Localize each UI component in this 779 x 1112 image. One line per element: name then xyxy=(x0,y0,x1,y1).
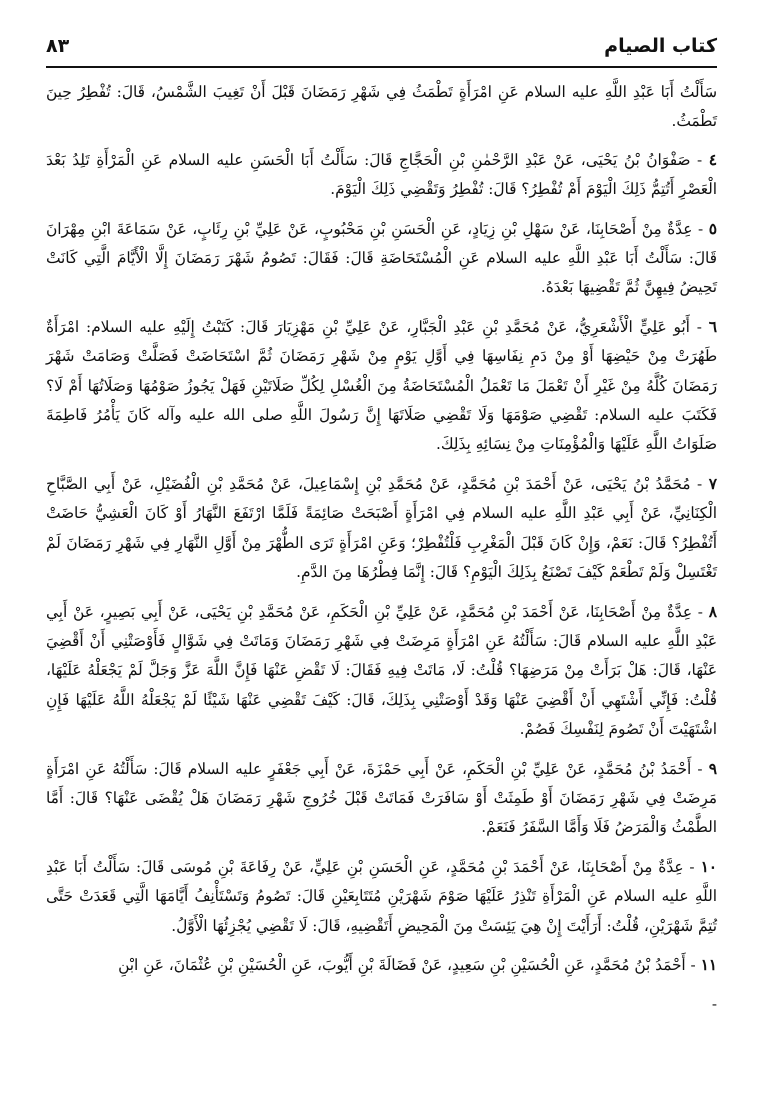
hadith-text-body xyxy=(46,78,717,1030)
hadith-paragraph: - xyxy=(711,995,717,1014)
hadith-number: ١١ xyxy=(700,955,717,974)
hadith-text: عِدَّةٌ مِنْ أَصْحَابِنَا، عَنْ أَحْمَدَ بْنِ مُحَمَّدٍ، عَنْ عَلِيِّ بْنِ الْحَكَمِ، عَنْ مُحَمَّدِ بْنِ يَحْيَى، عَنْ أَبِي بَصِيرٍ، عَنْ أَبِي عَبْدِ اللَّهِ عليه السلام قَالَ: سَأَلْتُهُ عَنِ امْرَأَةٍ مَرِضَتْ فِي شَهْرِ رَمَضَانَ وَمَاتَتْ فِي شَوَّالٍ فَأَوْصَتْنِي أَنْ أَقْضِيَ عَنْهَا، قَالَ: هَلْ بَرَأَتْ مِنْ مَرَضِهَا؟ قُلْتُ: لَا، مَاتَتْ فِيهِ فَقَالَ: لَا تَقْضِ عَنْهَا فَإِنَّ اللَّهَ عَزَّ وَجَلَّ لَمْ يَجْعَلْهُ عَلَيْهَا، قُلْتُ: فَإِنِّي أَشْتَهِي أَنْ أَقْضِيَ عَنْهَا وَقَدْ أَوْصَتْنِي بِذَلِكَ، قَالَ: كَيْفَ تَقْضِي عَنْهَا شَيْئًا لَمْ يَجْعَلْهُ اللَّهُ عَلَيْهَا فَإِنِ اشْتَهَيْتَ أَنْ تَصُومَ لِنَفْسِكَ فَصُمْ. xyxy=(46,602,717,739)
hadith-text: أَحْمَدُ بْنُ مُحَمَّدٍ، عَنِ الْحُسَيْنِ بْنِ سَعِيدٍ، عَنْ فَضَالَةَ بْنِ أَيُّوبَ، عَنِ الْحُسَيْنِ بْنِ عُثْمَانَ، عَنِ ابْنِ xyxy=(118,955,686,974)
hadith-text: عِدَّةٌ مِنْ أَصْحَابِنَا، عَنْ سَهْلِ بْنِ زِيَادٍ، عَنِ الْحَسَنِ بْنِ مَحْبُوبٍ، عَنْ عَلِيِّ بْنِ رِئَابٍ، عَنْ سَمَاعَةَ ابْنِ مِهْرَانَ قَالَ: سَأَلْتُ أَبَا عَبْدِ اللَّهِ عليه السلام عَنِ الْمُسْتَحَاضَةِ قَالَ: فَقَالَ: تَصُومُ شَهْرَ رَمَضَانَ إِلَّا الْأَيَّامَ الَّتِي كَانَتْ تَحِيضُ فِيهِنَّ ثُمَّ تَقْضِيهَا بَعْدَهُ. xyxy=(46,219,717,297)
hadith-text: أَبُو عَلِيٍّ الْأَشْعَرِيُّ، عَنْ مُحَمَّدِ بْنِ عَبْدِ الْجَبَّارِ، عَنْ عَلِيِّ بْنِ مَهْزِيَارَ قَالَ: كَتَبْتُ إِلَيْهِ عليه السلام: امْرَأَةٌ طَهُرَتْ مِنْ حَيْضِهَا أَوْ مِنْ دَمِ نِفَاسِهَا فِي أَوَّلِ يَوْمٍ مِنْ شَهْرِ رَمَضَانَ ثُمَّ اسْتَحَاضَتْ فَصَلَّتْ وَصَامَتْ شَهْرَ رَمَضَانَ كُلَّهُ مِنْ غَيْرِ أَنْ تَعْمَلَ مَا تَعْمَلُ الْمُسْتَحَاضَةُ مِنَ الْغُسْلِ لِكُلِّ صَلَاتَيْنِ فَهَلْ يَجُوزُ صَوْمُهَا وَصَلَاتُهَا أَمْ لَا؟ فَكَتَبَ عليه السلام: تَقْضِي صَوْمَهَا وَلَا تَقْضِي صَلَاتَهَا إِنَّ رَسُولَ اللَّهِ صلى الله عليه وآله كَانَ يَأْمُرُ فَاطِمَةَ صَلَوَاتُ اللَّهِ عَلَيْهَا وَالْمُؤْمِنَاتِ مِنْ نِسَائِهِ بِذَلِكَ. xyxy=(46,317,717,454)
book-title: كتاب الصيام xyxy=(604,35,717,57)
hadith-number: ٥ xyxy=(708,219,717,238)
hadith-paragraph: ٩ - أَحْمَدُ بْنُ مُحَمَّدٍ، عَنْ عَلِيِّ بْنِ الْحَكَمِ، عَنْ أَبِي حَمْزَةَ، عَنْ أَبِي جَعْفَرٍ عليه السلام قَالَ: سَأَلْتُهُ عَنِ امْرَأَةٍ مَرِضَتْ فِي شَهْرِ رَمَضَانَ أَوْ طَمِثَتْ أَوْ سَافَرَتْ فَمَاتَتْ قَبْلَ خُرُوجِ شَهْرِ رَمَضَانَ هَلْ يُقْضَى عَنْهَا؟ قَالَ: أَمَّا الطَّمْثُ وَالْمَرَضُ فَلَا وَأَمَّا السَّفَرُ فَنَعَمْ. xyxy=(46,759,717,837)
hadith-text: عِدَّةٌ مِنْ أَصْحَابِنَا، عَنْ أَحْمَدَ بْنِ مُحَمَّدٍ، عَنِ الْحَسَنِ بْنِ عَلِيٍّ، عَنْ رِفَاعَةَ بْنِ مُوسَى قَالَ: سَأَلْتُ أَبَا عَبْدِ اللَّهِ عليه السلام عَنِ الْمَرْأَةِ تَنْذِرُ عَلَيْهَا صَوْمَ شَهْرَيْنِ مُتَتَابِعَيْنِ قَالَ: تَصُومُ وَتَسْتَأْنِفُ أَيَّامَهَا الَّتِي قَعَدَتْ حَتَّى تُتِمَّ شَهْرَيْنِ، قُلْتُ: أَرَأَيْتَ إِنْ هِيَ يَئِسَتْ مِنَ الْمَحِيضِ أَتَقْضِيهِ، قَالَ: لَا تَقْضِي يُجْزِئُهَا الْأَوَّلُ. xyxy=(46,857,717,935)
hadith-paragraph: ١٠ - عِدَّةٌ مِنْ أَصْحَابِنَا، عَنْ أَحْمَدَ بْنِ مُحَمَّدٍ، عَنِ الْحَسَنِ بْنِ عَلِيٍّ، عَنْ رِفَاعَةَ بْنِ مُوسَى قَالَ: سَأَلْتُ أَبَا عَبْدِ اللَّهِ عليه السلام عَنِ الْمَرْأَةِ تَنْذِرُ عَلَيْهَا صَوْمَ شَهْرَيْنِ مُتَتَابِعَيْنِ قَالَ: تَصُومُ وَتَسْتَأْنِفُ أَيَّامَهَا الَّتِي قَعَدَتْ حَتَّى تُتِمَّ شَهْرَيْنِ، قُلْتُ: أَرَأَيْتَ إِنْ هِيَ يَئِسَتْ مِنَ الْمَحِيضِ أَتَقْضِيهِ، قَالَ: لَا تَقْضِي يُجْزِئُهَا الْأَوَّلُ. xyxy=(46,857,717,935)
hadith-text: مُحَمَّدُ بْنُ يَحْيَى، عَنْ أَحْمَدَ بْنِ مُحَمَّدٍ، عَنْ مُحَمَّدِ بْنِ إِسْمَاعِيلَ، عَنْ مُحَمَّدِ بْنِ الْفُضَيْلِ، عَنْ أَبِي الصَّبَّاحِ الْكِنَانِيِّ، عَنْ أَبِي عَبْدِ اللَّهِ عليه السلام فِي امْرَأَةٍ أَصْبَحَتْ صَائِمَةً فَلَمَّا ارْتَفَعَ النَّهَارُ أَوْ كَانَ الْعَشِيُّ حَاضَتْ أَتُفْطِرُ؟ قَالَ: نَعَمْ، وَإِنْ كَانَ قَبْلَ الْمَغْرِبِ فَلْتُفْطِرْ؛ وَعَنِ امْرَأَةٍ تَرَى الطُّهْرَ مِنْ أَوَّلِ النَّهَارِ فِي شَهْرِ رَمَضَانَ لَمْ تَغْتَسِلْ وَلَمْ تَطْعَمْ كَيْفَ تَصْنَعُ بِذَلِكَ الْيَوْمِ؟ قَالَ: إِنَّمَا فِطْرُهَا مِنَ الدَّمِ. xyxy=(46,474,717,582)
hadith-number: ٧ xyxy=(708,474,717,493)
page-header xyxy=(46,26,717,68)
hadith-text: صَفْوَانُ بْنُ يَحْيَى، عَنْ عَبْدِ الرَّحْمٰنِ بْنِ الْحَجَّاجِ قَالَ: سَأَلْتُ أَبَا الْحَسَنِ عليه السلام عَنِ الْمَرْأَةِ تَلِدُ بَعْدَ الْعَصْرِ أَتُتِمُّ ذَلِكَ الْيَوْمَ أَمْ تُفْطِرُ؟ قَالَ: تُفْطِرُ وَتَقْضِي ذَلِكَ الْيَوْمَ. xyxy=(46,150,717,199)
hadith-paragraph xyxy=(46,78,717,137)
hadith-paragraph: ٥ - عِدَّةٌ مِنْ أَصْحَابِنَا، عَنْ سَهْلِ بْنِ زِيَادٍ، عَنِ الْحَسَنِ بْنِ مَحْبُوبٍ، عَنْ عَلِيِّ بْنِ رِئَابٍ، عَنْ سَمَاعَةَ ابْنِ مِهْرَانَ قَالَ: سَأَلْتُ أَبَا عَبْدِ اللَّهِ عليه السلام عَنِ الْمُسْتَحَاضَةِ قَالَ: فَقَالَ: تَصُومُ شَهْرَ رَمَضَانَ إِلَّا الْأَيَّامَ الَّتِي كَانَتْ تَحِيضُ فِيهِنَّ ثُمَّ تَقْضِيهَا بَعْدَهُ. xyxy=(46,219,717,297)
hadith-number: ٩ xyxy=(708,759,717,778)
hadith-paragraph: ١١ - أَحْمَدُ بْنُ مُحَمَّدٍ، عَنِ الْحُسَيْنِ بْنِ سَعِيدٍ، عَنْ فَضَالَةَ بْنِ أَيُّوبَ، عَنِ الْحُسَيْنِ بْنِ عُثْمَانَ، عَنِ ابْنِ xyxy=(118,955,717,974)
page-number: ٨٣ xyxy=(46,35,70,57)
hadith-paragraph: ٨ - عِدَّةٌ مِنْ أَصْحَابِنَا، عَنْ أَحْمَدَ بْنِ مُحَمَّدٍ، عَنْ عَلِيِّ بْنِ الْحَكَمِ، عَنْ مُحَمَّدِ بْنِ يَحْيَى، عَنْ أَبِي بَصِيرٍ، عَنْ أَبِي عَبْدِ اللَّهِ عليه السلام قَالَ: سَأَلْتُهُ عَنِ امْرَأَةٍ مَرِضَتْ فِي شَهْرِ رَمَضَانَ وَمَاتَتْ فِي شَوَّالٍ فَأَوْصَتْنِي أَنْ أَقْضِيَ عَنْهَا، قَالَ: هَلْ بَرَأَتْ مِنْ مَرَضِهَا؟ قُلْتُ: لَا، مَاتَتْ فِيهِ فَقَالَ: لَا تَقْضِ عَنْهَا فَإِنَّ اللَّهَ عَزَّ وَجَلَّ لَمْ يَجْعَلْهُ عَلَيْهَا، قُلْتُ: فَإِنِّي أَشْتَهِي أَنْ أَقْضِيَ عَنْهَا وَقَدْ أَوْصَتْنِي بِذَلِكَ، قَالَ: كَيْفَ تَقْضِي عَنْهَا شَيْئًا لَمْ يَجْعَلْهُ اللَّهُ عَلَيْهَا فَإِنِ اشْتَهَيْتَ أَنْ تَصُومَ لِنَفْسِكَ فَصُمْ. xyxy=(46,602,717,739)
hadith-paragraph: ٦ - أَبُو عَلِيٍّ الْأَشْعَرِيُّ، عَنْ مُحَمَّدِ بْنِ عَبْدِ الْجَبَّارِ، عَنْ عَلِيِّ بْنِ مَهْزِيَارَ قَالَ: كَتَبْتُ إِلَيْهِ عليه السلام: امْرَأَةٌ طَهُرَتْ مِنْ حَيْضِهَا أَوْ مِنْ دَمِ نِفَاسِهَا فِي أَوَّلِ يَوْمٍ مِنْ شَهْرِ رَمَضَانَ ثُمَّ اسْتَحَاضَتْ فَصَلَّتْ وَصَامَتْ شَهْرَ رَمَضَانَ كُلَّهُ مِنْ غَيْرِ أَنْ تَعْمَلَ مَا تَعْمَلُ الْمُسْتَحَاضَةُ مِنَ الْغُسْلِ لِكُلِّ صَلَاتَيْنِ فَهَلْ يَجُوزُ صَوْمُهَا وَصَلَاتُهَا أَمْ لَا؟ فَكَتَبَ عليه السلام: تَقْضِي صَوْمَهَا وَلَا تَقْضِي صَلَاتَهَا إِنَّ رَسُولَ اللَّهِ صلى الله عليه وآله كَانَ يَأْمُرُ فَاطِمَةَ صَلَوَاتُ اللَّهِ عَلَيْهَا وَالْمُؤْمِنَاتِ مِنْ نِسَائِهِ بِذَلِكَ. xyxy=(46,317,717,454)
hadith-number: ١٠ xyxy=(700,857,717,876)
hadith-paragraph: ٧ - مُحَمَّدُ بْنُ يَحْيَى، عَنْ أَحْمَدَ بْنِ مُحَمَّدٍ، عَنْ مُحَمَّدِ بْنِ إِسْمَاعِيلَ، عَنْ مُحَمَّدِ بْنِ الْفُضَيْلِ، عَنْ أَبِي الصَّبَّاحِ الْكِنَانِيِّ، عَنْ أَبِي عَبْدِ اللَّهِ عليه السلام فِي امْرَأَةٍ أَصْبَحَتْ صَائِمَةً فَلَمَّا ارْتَفَعَ النَّهَارُ أَوْ كَانَ الْعَشِيُّ حَاضَتْ أَتُفْطِرُ؟ قَالَ: نَعَمْ، وَإِنْ كَانَ قَبْلَ الْمَغْرِبِ فَلْتُفْطِرْ؛ وَعَنِ امْرَأَةٍ تَرَى الطُّهْرَ مِنْ أَوَّلِ النَّهَارِ فِي شَهْرِ رَمَضَانَ لَمْ تَغْتَسِلْ وَلَمْ تَطْعَمْ كَيْفَ تَصْنَعُ بِذَلِكَ الْيَوْمِ؟ قَالَ: إِنَّمَا فِطْرُهَا مِنَ الدَّمِ. xyxy=(46,474,717,582)
hadith-number: ٦ xyxy=(708,317,717,336)
hadith-number: ٤ xyxy=(708,150,717,169)
hadith-text: أَحْمَدُ بْنُ مُحَمَّدٍ، عَنْ عَلِيِّ بْنِ الْحَكَمِ، عَنْ أَبِي حَمْزَةَ، عَنْ أَبِي جَعْفَرٍ عليه السلام قَالَ: سَأَلْتُهُ عَنِ امْرَأَةٍ مَرِضَتْ فِي شَهْرِ رَمَضَانَ أَوْ طَمِثَتْ أَوْ سَافَرَتْ فَمَاتَتْ قَبْلَ خُرُوجِ شَهْرِ رَمَضَانَ هَلْ يُقْضَى عَنْهَا؟ قَالَ: أَمَّا الطَّمْثُ وَالْمَرَضُ فَلَا وَأَمَّا السَّفَرُ فَنَعَمْ. xyxy=(46,759,717,837)
hadith-text: سَأَلْتُ أَبَا عَبْدِ اللَّهِ عليه السلام عَنِ امْرَأَةٍ تَطْمَثُ فِي شَهْرِ رَمَضَانَ قَبْلَ أَنْ تَغِيبَ الشَّمْسُ، قَالَ: تُفْطِرُ حِينَ تَطْمَثُ. xyxy=(46,83,717,131)
hadith-number: ٨ xyxy=(708,602,717,621)
hadith-paragraph: ٤ - صَفْوَانُ بْنُ يَحْيَى، عَنْ عَبْدِ الرَّحْمٰنِ بْنِ الْحَجَّاجِ قَالَ: سَأَلْتُ أَبَا الْحَسَنِ عليه السلام عَنِ الْمَرْأَةِ تَلِدُ بَعْدَ الْعَصْرِ أَتُتِمُّ ذَلِكَ الْيَوْمَ أَمْ تُفْطِرُ؟ قَالَ: تُفْطِرُ وَتَقْضِي ذَلِكَ الْيَوْمَ. xyxy=(46,150,717,199)
